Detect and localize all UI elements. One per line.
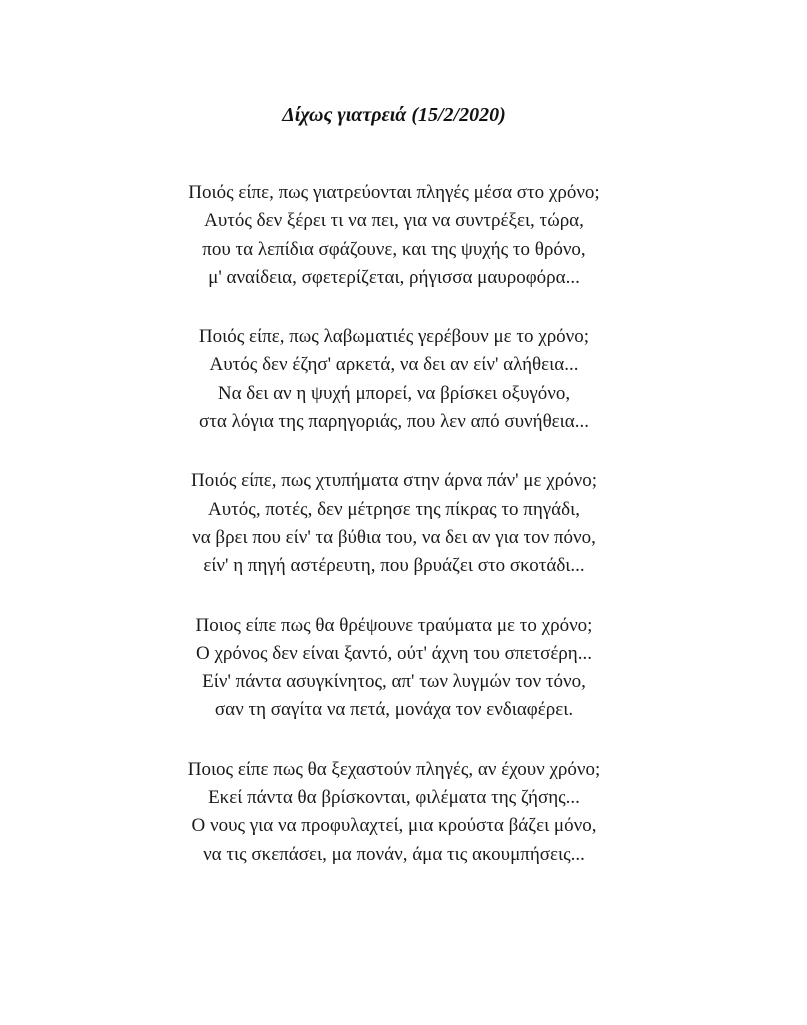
poem-line: Αυτός, ποτές, δεν μέτρησε της πίκρας το πηγάδι, (208, 498, 580, 520)
poem-line: να τις σκεπάσει, μα πονάν, άμα τις ακουμπήσεις... (203, 843, 585, 865)
poem-line: είν' η πηγή αστέρευτη, που βρυάζει στο σκοτάδι... (203, 555, 585, 577)
poem-line: Ο χρόνος δεν είναι ξαντό, ούτ' άχνη του σπετσέρη... (196, 642, 592, 664)
poem-line: στα λόγια της παρηγοριάς, που λεν από συνήθεια... (199, 411, 589, 433)
poem-line: Ποιός είπε, πως χτυπήματα στην άρνα πάν' με χρόνο; (190, 470, 598, 492)
poem-line: Ποιος είπε πως θα ξεχαστούν πληγές, αν έχουν χρόνο; (187, 758, 601, 780)
poem-body (0, 179, 788, 900)
poem-line: Ποιός είπε, πως γιατρεύονται πληγές μέσα στο χρόνο; (188, 182, 600, 203)
poem-line: Ποιός είπε, πως λαβωματιές γερέβουν με το χρόνο; (198, 326, 590, 348)
poem-line: που τα λεπίδια σφάζουνε, και της ψυχής το θρόνο, (202, 238, 586, 260)
poem-line: Αυτός δεν έζησ' αρκετά, να δει αν είν' αλήθεια... (209, 354, 579, 376)
poem-line: Αυτός δεν ξέρει τι να πει, για να συντρέξει, τώρα, (204, 210, 584, 232)
poem-line: Εκεί πάντα θα βρίσκονται, φιλέματα της ζήσης... (208, 787, 580, 809)
poem-line: Είν' πάντα ασυγκίνητος, απ' των λυγμών τον τόνο, (202, 671, 586, 693)
poem-line: μ' αναίδεια, σφετερίζεται, ρήγισσα μαυροφόρα... (208, 266, 580, 288)
stanza-3 (0, 467, 788, 580)
poem-line: να βρει που είν' τα βύθια του, να δει αν για τον πόνο, (192, 526, 596, 548)
stanza-5 (0, 756, 788, 869)
poem-line: Να δει αν η ψυχή μπορεί, να βρίσκει οξυγόνο, (217, 382, 571, 404)
stanza-4 (0, 612, 788, 725)
poem-line: Ποιος είπε πως θα θρέψουνε τραύματα με το χρόνο; (195, 614, 593, 636)
poem-line: σαν τη σαγίτα να πετά, μονάχα τον ενδιαφέρει. (214, 699, 574, 721)
stanza-2 (0, 323, 788, 436)
poem-title: Δίχως γιατρειά (15/2/2020) (282, 104, 506, 126)
poem-line: Ο νους για να προφυλαχτεί, μια κρούστα βάζει μόνο, (191, 815, 597, 837)
stanza-1 (0, 179, 788, 292)
